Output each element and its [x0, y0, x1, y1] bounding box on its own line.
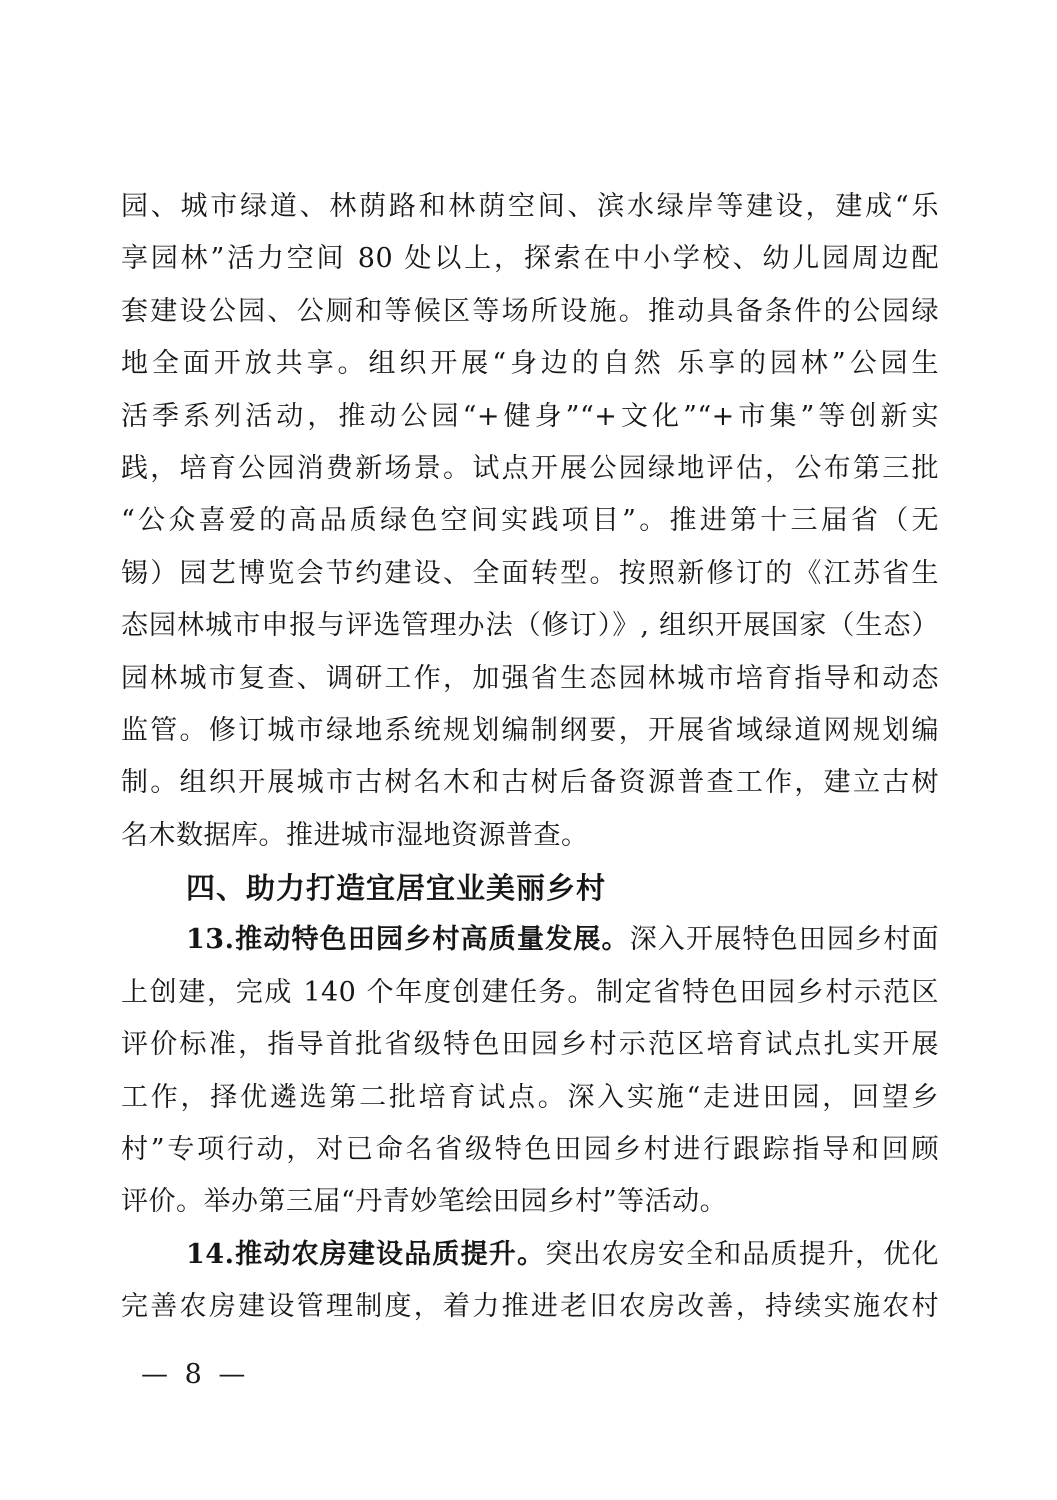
text-line: 完善农房建设管理制度，着力推进老旧农房改善，持续实施农村 — [121, 1291, 939, 1323]
text-line: 上创建，完成 140 个年度创建任务。制定省特色田园乡村示范区 — [121, 976, 939, 1008]
document-body — [121, 181, 939, 1334]
para14-line1-rest: 突出农房安全和品质提升，优化 — [545, 1238, 939, 1270]
page-number: — 8 — — [141, 1359, 247, 1390]
text-line: 态园林城市申报与评选管理办法（修订）》, 组织开展国家（生态） — [121, 610, 939, 642]
text-line: 监管。修订城市绿地系统规划编制纲要，开展省域绿道网规划编 — [121, 714, 939, 746]
text-line: 享园林”活力空间 80 处以上，探索在中小学校、幼儿园周边配 — [121, 243, 939, 275]
text-line: 地全面开放共享。组织开展“身边的自然 乐享的园林”公园生 — [121, 348, 939, 380]
section-heading: 四、助力打造宜居宜业美丽乡村 — [186, 871, 607, 906]
text-line: 活季系列活动，推动公园“+健身”“+文化”“+市集”等创新实 — [121, 400, 939, 432]
text-line — [121, 1229, 939, 1281]
text-line: 村”专项行动，对已命名省级特色田园乡村进行跟踪指导和回顾 — [121, 1134, 939, 1166]
text-line: 园林城市复查、调研工作，加强省生态园林城市培育指导和动态 — [121, 662, 939, 694]
text-line: 评价标准，指导首批省级特色田园乡村示范区培育试点扎实开展 — [121, 1029, 939, 1061]
text-line: 锡）园艺博览会节约建设、全面转型。按照新修订的《江苏省生 — [121, 557, 939, 589]
para13-line1-rest: 深入开展特色田园乡村面 — [629, 924, 939, 956]
text-line: 套建设公园、公厕和等候区等场所设施。推动具备条件的公园绿 — [121, 295, 939, 327]
text-line: “公众喜爱的高品质绿色空间实践项目”。推进第十三届省（无 — [121, 505, 939, 537]
text-line: 工作，择优遴选第二批培育试点。深入实施“走进田园，回望乡 — [121, 1081, 939, 1113]
text-line: 践，培育公园消费新场景。试点开展公园绿地评估，公布第三批 — [121, 452, 939, 484]
para13-lead: 13.推动特色田园乡村高质量发展。 — [186, 924, 630, 956]
text-line — [121, 914, 939, 966]
text-line: 园、城市绿道、林荫路和林荫空间、滨水绿岸等建设，建成“乐 — [121, 191, 939, 222]
text-line: 制。组织开展城市古树名木和古树后备资源普查工作，建立古树 — [121, 767, 939, 799]
para14-lead: 14.推动农房建设品质提升。 — [186, 1238, 546, 1270]
text-line: 评价。举办第三届“丹青妙笔绘田园乡村”等活动。 — [121, 1186, 728, 1218]
text-line: 名木数据库。推进城市湿地资源普查。 — [121, 819, 589, 851]
